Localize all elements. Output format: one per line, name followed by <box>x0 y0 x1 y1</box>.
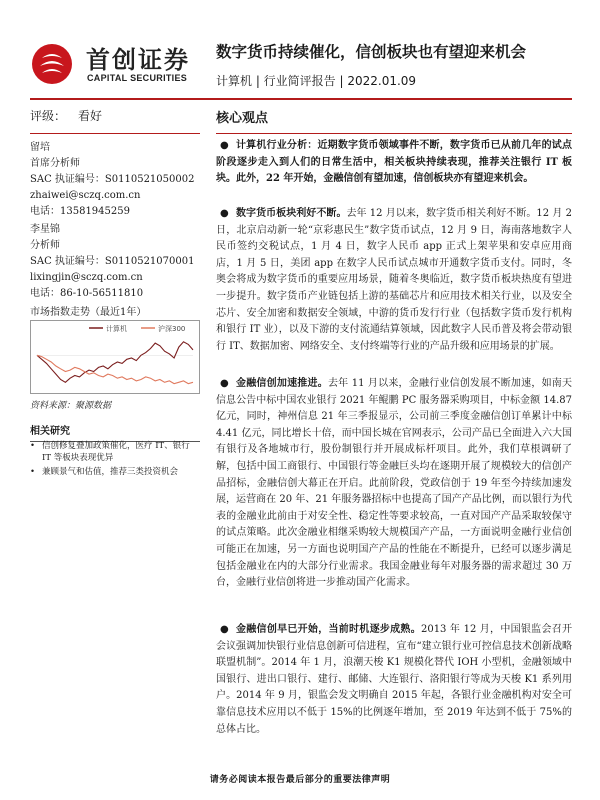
analyst-title: 分析师 <box>30 240 60 251</box>
bullet-icon: ● <box>220 208 229 219</box>
paragraph-lead: 金融信创加速推进。 <box>236 378 328 389</box>
related-research-list <box>30 440 200 480</box>
paragraph-lead: 计算机行业分析：近期数字货币领域事件不断，数字货币已从前几年的试点阶段逐步走入到人们的日常生活中，相关板块持续表现，推荐关注银行 IT 板块。此外，22 年开始，金融信创有望加速，信创板块亦有望迎来机会。 <box>216 140 572 185</box>
research-item-text: 兼顾景气和估值，推荐三类投资机会 <box>42 467 179 477</box>
rating-value: 看好 <box>78 109 103 123</box>
core-views-heading: 核心观点 <box>216 111 269 126</box>
paragraph-industry-analysis <box>216 138 572 188</box>
paragraph-body: 去年 12 月以来，数字货币相关利好不断。12 月 2 日，北京启动新一轮“京彩惠民生”数字货币试点，12 月 9 日，海南落地数字人民币签约交税试点，1 月 4 日，数字人民币 app 正式上架苹果和安卓应用商店，1 月 5 日，美团 app 在数字人民币试点城市开通数字货币支付。同时，冬奥会将成为数字货币的重要应用场景，随着冬奥临近，数字货币板块热度有望进一步提升。数字货币产业链包括上游的基础芯片和应用技术相关行业，以及安全芯片、安全加密和数据安全领域，中游的货币发行行业（包括数字货币发行机构和银行 IT 业），以及下游的支付流通结算领域，因此数字人民币普及将会带动银行 IT、数据加密、网络安全、支付终端等行业的产品升级和应用场景的扩展。 <box>216 208 573 352</box>
rating <box>30 107 102 124</box>
bullet-icon: ● <box>220 140 229 151</box>
analyst-card <box>30 222 194 302</box>
paragraph-lead: 数字货币板块利好不断。 <box>236 208 347 219</box>
analyst-name: 留培 <box>30 142 50 153</box>
analyst-sac: SAC 执证编号：S0110521050002 <box>30 174 195 185</box>
legend-label: 沪深300 <box>158 325 186 333</box>
legend-label: 计算机 <box>106 325 127 333</box>
research-item[interactable] <box>30 466 200 478</box>
bullet-icon: ● <box>220 378 229 389</box>
analyst-name: 李星锦 <box>30 224 60 235</box>
chart-source: 资料来源：聚源数据 <box>30 401 112 411</box>
analyst-sac: SAC 执证编号：S0110521070001 <box>30 256 195 267</box>
report-subtitle: 计算机 | 行业简评报告 | 2022.01.09 <box>216 74 417 88</box>
header-divider <box>30 98 572 100</box>
right-divider <box>216 133 572 134</box>
index-chart <box>30 320 200 394</box>
left-divider <box>30 133 200 134</box>
report-title: 数字货币持续催化，信创板块也有望迎来机会 <box>216 43 527 61</box>
logo-english: CAPITAL SECURITIES <box>87 73 188 83</box>
analyst-phone: 电话：86-10-56511810 <box>30 288 144 299</box>
research-item[interactable] <box>30 440 200 464</box>
analyst-phone: 电话：13581945259 <box>30 206 130 217</box>
legal-disclaimer-footer: 请务必阅读本报告最后部分的重要法律声明 <box>209 775 391 785</box>
analyst-email[interactable]: zhaiwei@sczq.com.cn <box>30 190 141 201</box>
research-item-text: 信创修复叠加政策催化，医疗 IT、银行 IT 等板块表现优异 <box>42 441 190 463</box>
analyst-email[interactable]: lixingjin@sczq.com.cn <box>30 272 143 283</box>
bullet-icon: • <box>30 467 36 477</box>
logo-chinese: 首创证券 <box>86 46 190 74</box>
paragraph-lead: 金融信创早已开始，当前时机逐步成熟。 <box>236 624 421 635</box>
logo-mark <box>30 42 74 86</box>
paragraph-timing <box>216 622 572 738</box>
paragraph-body: 2013 年 12 月，中国银监会召开会议强调加快银行业信息创新可信进程，宣布“建立银行业可控信息技术创新战略联盟机制”。2014 年 1 月，浪潮天梭 K1 规模化替代 IOH 小型机，金融领域中国银行、进出口银行、建行、邮储、大连银行、洛阳银行等成为天梭 K1 系列用户。2014 年 9 月，银监会发文明确自 2015 年起，各银行业金融机构对安全可靠信息技术应用以不低于 15%的比例逐年增加，至 2019 年达到不低于 75%的总体占比。 <box>216 624 572 735</box>
bullet-icon: • <box>30 441 36 451</box>
paragraph-body: 去年 11 月以来，金融行业信创发展不断加速，如南天信息公告中标中国农业银行 2021 年鲲鹏 PC 服务器采购项目，中标金额 14.87 亿元，同时，神州信息 21 年三季报显示，公司前三季度金融信创订单累计中标 4.41 亿元，同比增长十倍，而中国长城在官网表示，公司产品已全面进入六大国有银行及各地城市行，股份制银行并开展成标杆项目。此外，我们草根调研了解，包括中国工商银行、中国银行等金融巨头均在逐期开展了规模较大的信创产品招标，金融信创大幕正在开启。此前阶段，党政信创于 19 年至今持续加速发展，运营商在 20 年、21 年服务器招标中也提高了国产产品比例，而以银行为代表的金融业此前由于对安全性、稳定性等要求较高，一直对国产产品采取较保守的试点策略。此次金融业相继采购较大规模国产产品，一方面说明金融行业信创可能正在加速，另一方面也说明国产产品的性能在不断提升，已经可以逐步满足包括金融业在内的大部分行业需求。我国金融业每年对服务器的需求超过 30 万台，金融行业信创将进一步推动国产化需求。 <box>216 378 572 589</box>
rating-label: 评级： <box>30 109 67 123</box>
analyst-title: 首席分析师 <box>30 158 80 169</box>
analyst-card <box>30 140 194 220</box>
paragraph-digital-currency <box>216 206 572 355</box>
paragraph-financial-xinchuang <box>216 376 572 592</box>
bullet-icon: ● <box>220 624 229 635</box>
chart-canvas <box>31 321 199 393</box>
chart-title: 市场指数走势（最近1年） <box>30 307 147 318</box>
related-research-heading: 相关研究 <box>30 422 200 442</box>
